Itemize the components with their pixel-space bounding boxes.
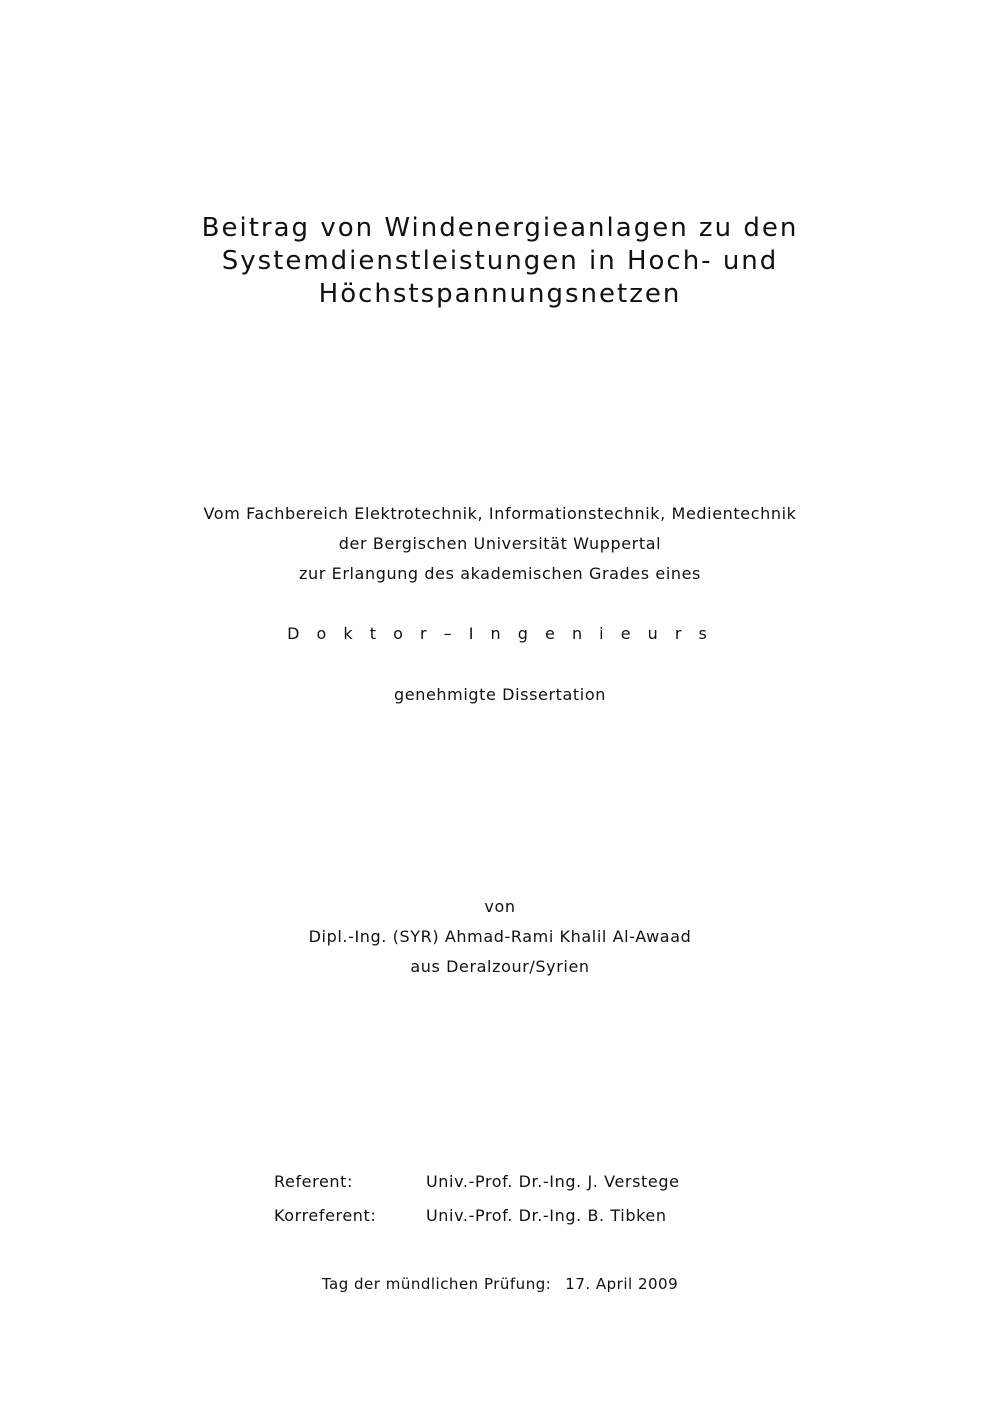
degree-title: D o k t o r – I n g e n i e u r s	[287, 624, 713, 643]
coreferee-name: Univ.-Prof. Dr.-Ing. B. Tibken	[426, 1206, 667, 1225]
title-line: Höchstspannungsnetzen	[318, 279, 682, 309]
exam-date-line	[0, 1274, 1000, 1294]
by-label: von	[484, 897, 516, 916]
university-line: der Bergischen Universität Wuppertal	[338, 534, 662, 553]
faculty-line: Vom Fachbereich Elektrotechnik, Informationstechnik, Medientechnik	[203, 504, 797, 523]
author-name: Dipl.-Ing. (SYR) Ahmad-Rami Khalil Al-Awaad	[308, 927, 692, 946]
purpose-line: zur Erlangung des akademischen Grades eines	[299, 564, 701, 583]
author-origin: aus Deralzour/Syrien	[410, 957, 590, 976]
title-line: Systemdienstleistungen in Hoch- und	[221, 246, 779, 276]
title-line: Beitrag von Windenergieanlagen zu den	[201, 213, 799, 243]
coreferee-role: Korreferent:	[274, 1206, 377, 1225]
referee-role: Referent:	[274, 1172, 353, 1191]
referee-name: Univ.-Prof. Dr.-Ing. J. Verstege	[426, 1172, 680, 1191]
thesis-title	[0, 212, 1000, 311]
approval-line: genehmigte Dissertation	[394, 685, 606, 704]
referee-row	[274, 1172, 680, 1192]
coreferee-row	[274, 1206, 667, 1226]
exam-label: Tag der mündlichen Prüfung:	[321, 1275, 552, 1293]
exam-date: 17. April 2009	[565, 1275, 679, 1293]
